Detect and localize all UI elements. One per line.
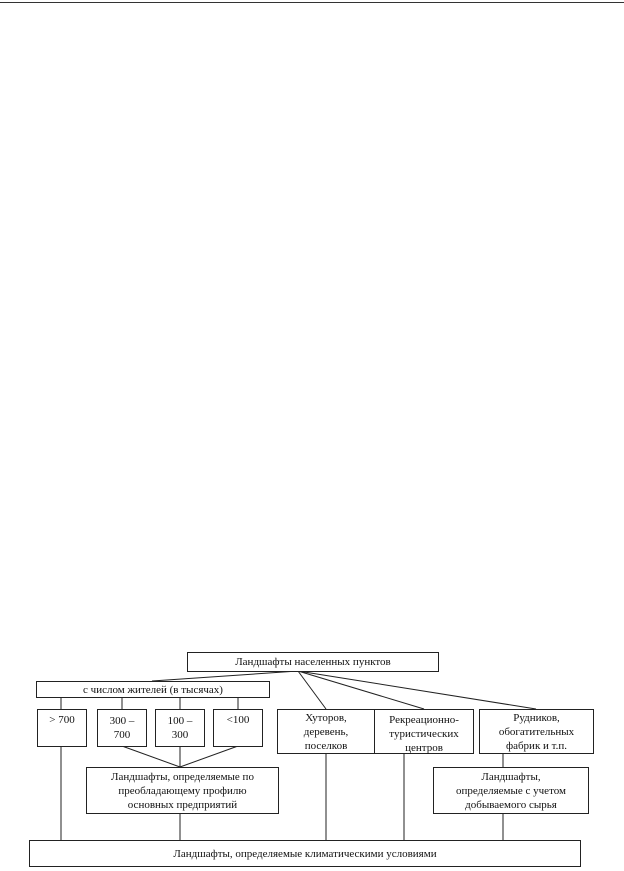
- link-root-recreation: [298, 671, 424, 709]
- link-300-700-enterprise: [122, 746, 180, 767]
- farms-node: Хуторов, деревень, поселков: [277, 709, 375, 754]
- residents-group-node: с числом жителей (в тысячах): [36, 681, 270, 698]
- climate-node: Ландшафты, определяемые климатическими условиями: [29, 840, 581, 867]
- size-class-100-300: 100 – 300: [155, 709, 205, 747]
- recreation-node: Рекреационно- туристических центров: [374, 709, 474, 754]
- size-class-300-700: 300 – 700: [97, 709, 147, 747]
- root-node: Ландшафты населенных пунктов: [187, 652, 439, 672]
- enterprise-profile-node: Ландшафты, определяемые по преобладающему профилю основных предприятий: [86, 767, 279, 814]
- size-class-gt700: > 700: [37, 709, 87, 747]
- link-root-mines: [298, 671, 536, 709]
- link-root-residents: [152, 671, 298, 681]
- raw-material-node: Ландшафты, определяемые с учетом добываемого сырья: [433, 767, 589, 814]
- link-root-farms: [298, 671, 326, 709]
- link-lt100-enterprise: [180, 746, 238, 767]
- size-class-lt100: <100: [213, 709, 263, 747]
- mines-node: Рудников, обогатительных фабрик и т.п.: [479, 709, 594, 754]
